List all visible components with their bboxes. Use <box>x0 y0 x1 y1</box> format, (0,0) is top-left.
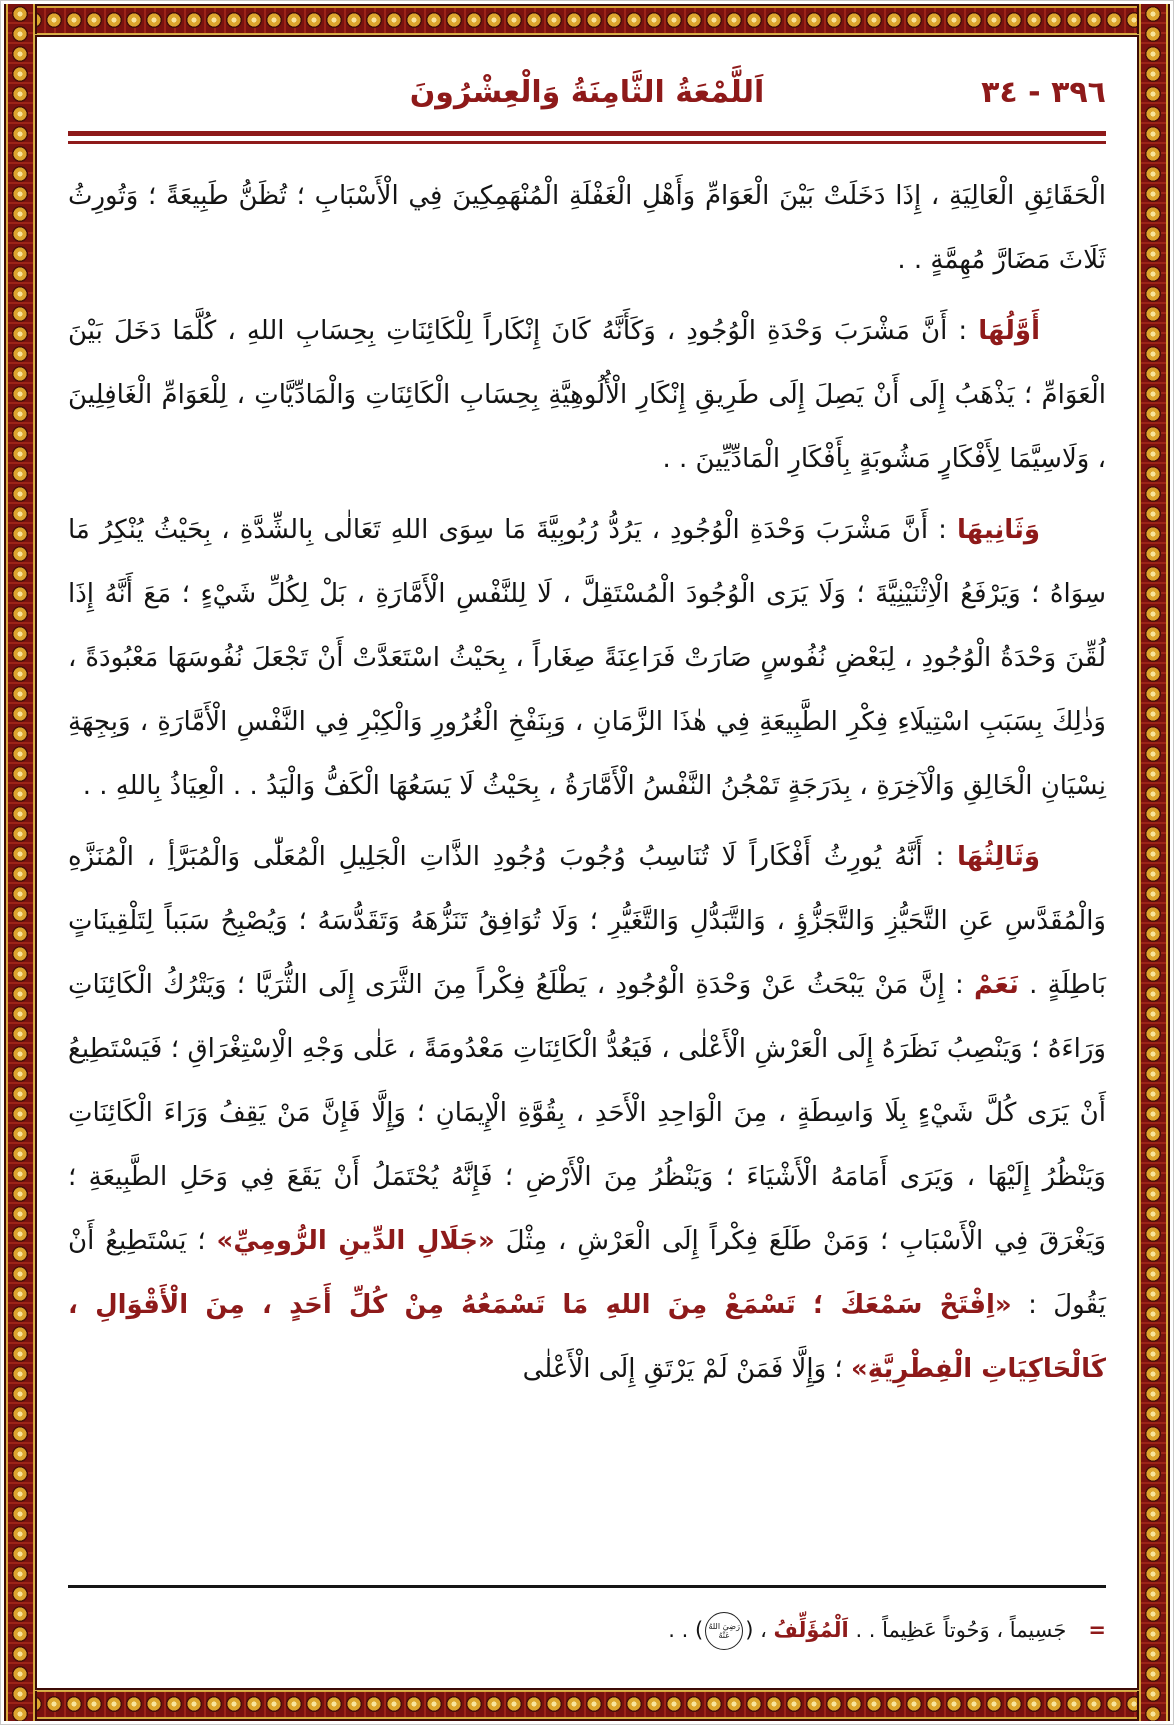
paragraph-continuation <box>68 164 1106 292</box>
footnote-rule <box>68 1585 1106 1588</box>
footnote-text: ، ( <box>745 1618 774 1642</box>
rady-allahu-anhu-seal-icon: رَضِيَ اللهُ عَنْهُ <box>705 1612 743 1650</box>
paragraph-text: : أَنَّهُ يُورِثُ أَفْكَاراً لَا تُنَاسِبُ وُجُوبَ وُجُودِ الذَّاتِ الْجَلِيلِ الْمُعَلّٰى وَالْمُبَرَّأِ ، الْمُنَزَّهِ وَالْمُقَدَّسِ عَنِ التَّحَيُّزِ وَالتَّجَزُّؤِ ، وَالتَّبَدُّلِ وَالتَّغَيُّرِ ؛ وَلَا تُوَافِقُ تَنَزُّهَهُ وَتَقَدُّسَهُ ؛ وَيُصْبِحُ سَبَباً لِتَلْقِينَاتٍ بَاطِلَةٍ . <box>68 842 1106 1000</box>
footnote-continuation-marker: = <box>1088 1618 1106 1642</box>
footnote-text: ) . . <box>668 1618 704 1642</box>
quotation-red: «اِفْتَحْ سَمْعَكَ ؛ تَسْمَعْ مِنَ اللهِ مَا تَسْمَعُهُ مِنْ كُلِّ أَحَدٍ ، مِنَ الْأَقْوَالِ ، كَالْحَاكِيَاتِ الْفِطْرِيَّةِ» <box>68 1290 1106 1384</box>
ornamental-border-bottom <box>4 1688 1170 1721</box>
body-text <box>68 164 1106 1401</box>
paragraph-text: الْحَقَائِقِ الْعَالِيَةِ ، إِذَا دَخَلَتْ بَيْنَ الْعَوَامِّ وَأَهْلِ الْغَفْلَةِ الْمُنْهَمِكِينَ فِي الْأَسْبَابِ ؛ تُظَنُّ طَبِيعَةً ؛ وَتُورِثُ ثَلَاثَ مَضَارَّ مُهِمَّةٍ . . <box>68 181 1106 275</box>
paragraph-text: ؛ يَسْتَطِيعُ أَنْ يَقُولَ : <box>68 1226 1106 1320</box>
footnote-area <box>68 1585 1106 1654</box>
page-content <box>33 33 1141 1692</box>
page-header <box>68 69 1106 119</box>
footnote-text: جَسِيماً ، وَحُوتاً عَظِيماً . . <box>848 1618 1067 1642</box>
paragraph-lead: وَثَانِيهَا <box>957 515 1040 545</box>
paragraph-text: : أَنَّ مَشْرَبَ وَحْدَةِ الْوُجُودِ ، يَرُدُّ رُبُوبِيَّةَ مَا سِوَى اللهِ تَعَالٰى بِالشِّدَّةِ ، بِحَيْثُ يُنْكِرُ مَا سِوَاهُ ؛ وَيَرْفَعُ الْاِثْنَيْنِيَّةَ ؛ وَلَا يَرَى الْوُجُودَ الْمُسْتَقِلَّ ، لَا لِلنَّفْسِ الْأَمَّارَةِ ، بَلْ لِكُلِّ شَيْءٍ ؛ مَعَ أَنَّهُ إِذَا لُقِّنَ وَحْدَةُ الْوُجُودِ ، لِبَعْضِ نُفُوسٍ صَارَتْ فَرَاعِنَةً صِغَاراً ، بِحَيْثُ اسْتَعَدَّتْ أَنْ تَجْعَلَ نُفُوسَهَا مَعْبُودَةً ، وَذٰلِكَ بِسَبَبِ اسْتِيلَاءِ فِكْرِ الطَّبِيعَةِ فِي هٰذَا الزَّمَانِ ، وَبِنَفْخِ الْغُرُورِ وَالْكِبْرِ فِي النَّفْسِ الْأَمَّارَةِ ، وَبِجِهَةِ نِسْيَانِ الْخَالِقِ وَالْآخِرَةِ ، بِدَرَجَةٍ تَمْجُنُ النَّفْسُ الْأَمَّارَةُ ، بِحَيْثُ لَا يَسَعُهَا الْكَفُّ وَالْيَدُ . . الْعِيَاذُ بِاللهِ . . <box>68 515 1106 801</box>
emphasis-naam: نَعَمْ <box>974 970 1019 1000</box>
footnote-author: اَلْمُؤَلِّفُ <box>773 1618 849 1642</box>
paragraph-text: : أَنَّ مَشْرَبَ وَحْدَةِ الْوُجُودِ ، وَكَأَنَّهُ كَانَ إِنْكَاراً لِلْكَائِنَاتِ بِحِسَابِ اللهِ ، كُلَّمَا دَخَلَ بَيْنَ الْعَوَامِّ ؛ يَذْهَبُ إِلَى أَنْ يَصِلَ إِلَى طَرِيقِ إِنْكَارِ الْأُلُوهِيَّةِ بِحِسَابِ الْكَائِنَاتِ وَالْمَادِّيَّاتِ ، لِلْعَوَامِّ الْغَافِلِينَ ، وَلَاسِيَّمَا لِأَفْكَارٍ مَشُوبَةٍ بِأَفْكَارِ الْمَادِّيِّينَ . . <box>68 316 1106 474</box>
header-double-rule <box>68 131 1106 144</box>
paragraph-lead: أَوَّلُهَا <box>978 316 1040 346</box>
ornamental-border-right <box>1137 4 1170 1721</box>
paragraph-text: : إِنَّ مَنْ يَبْحَثُ عَنْ وَحْدَةِ الْوُجُودِ ، يَطْلَعُ فِكْراً مِنَ الثَّرَى إِلَى الثُّرَيَّا ؛ وَيَتْرُكُ الْكَائِنَاتِ وَرَاءَهُ ؛ وَيَنْصِبُ نَظَرَهُ إِلَى الْعَرْشِ الْأَعْلٰى ، فَيَعُدُّ الْكَائِنَاتِ مَعْدُومَةً ، عَلٰى وَجْهِ الْاِسْتِغْرَاقِ ؛ فَيَسْتَطِيعُ أَنْ يَرَى كُلَّ شَيْءٍ بِلَا وَاسِطَةٍ ، مِنَ الْوَاحِدِ الْأَحَدِ ، بِقُوَّةِ الْإِيمَانِ ؛ وَإِلَّا فَإِنَّ مَنْ يَقِفُ وَرَاءَ الْكَائِنَاتِ وَيَنْظُرُ إِلَيْهَا ، وَيَرَى أَمَامَهُ الْأَشْيَاءَ ؛ وَيَنْظُرُ مِنَ الْأَرْضِ ؛ فَإِنَّهُ يُحْتَمَلُ أَنْ يَقَعَ فِي وَحَلِ الطَّبِيعَةِ ؛ وَيَغْرَقَ فِي الْأَسْبَابِ ؛ وَمَنْ طَلَعَ فِكْراً إِلَى الْعَرْشِ ، مِثْلَ <box>68 970 1107 1256</box>
page-number: ٣٩٦ - ٣٤ <box>981 75 1106 110</box>
paragraph-text: ؛ وَإِلَّا فَمَنْ لَمْ يَرْتَقِ إِلَى الْأَعْلٰى <box>522 1354 851 1384</box>
paragraph-second-harm <box>68 498 1106 818</box>
page-title: اَللَّمْعَةُ الثَّامِنَةُ وَالْعِشْرُونَ <box>409 75 765 110</box>
footnote <box>68 1606 1106 1654</box>
proper-name-rumi: «جَلَالِ الدِّينِ الرُّومِيِّ» <box>216 1226 495 1256</box>
paragraph-first-harm <box>68 299 1106 491</box>
paragraph-third-harm <box>68 825 1106 1401</box>
paragraph-lead: وَثَالِثُهَا <box>957 842 1040 872</box>
